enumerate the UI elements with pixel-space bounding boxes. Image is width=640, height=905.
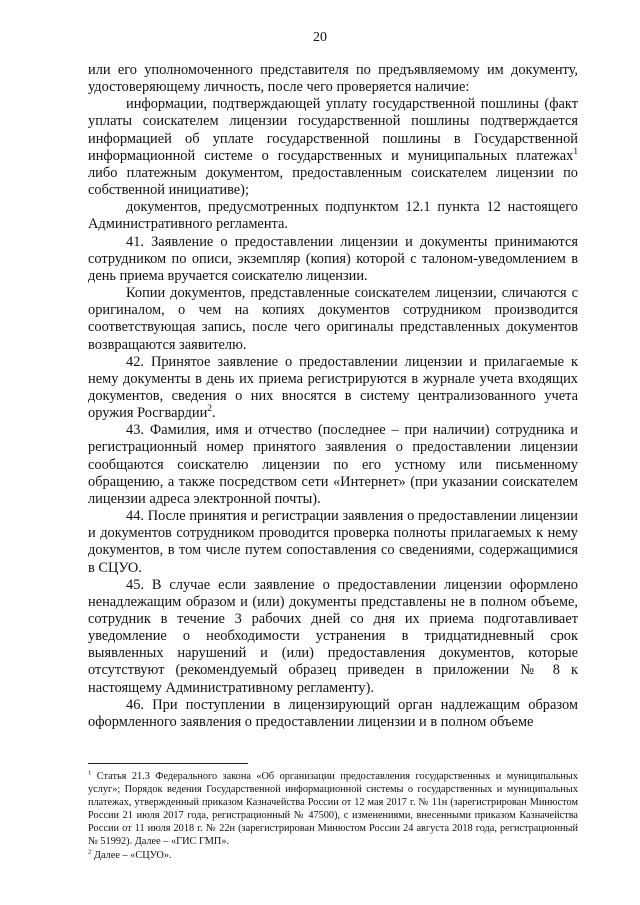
paragraph-42: [88, 354, 578, 423]
footnote-1-mark: 1: [88, 769, 92, 777]
paragraph-42-tail: .: [211, 405, 216, 422]
paragraph-45: 45. В случае если заявление о предоставлении лицензии оформлено ненадлежащим образом и (или) документы представлены не в полном объеме, сотрудник в течение 3 рабочих дней со дня их приема подготавливает уведомление о необходимости устранения в тридцатидневный срок выявленных нарушений и (или) предоставления документов, которые отсутствуют (рекомендуемый образец приведен в приложении № 8 к настоящему Административному регламенту).: [88, 576, 578, 696]
paragraph-43: 43. Фамилия, имя и отчество (последнее – при наличии) сотрудника и регистрационный номер принятого заявления о предоставлении лицензии сообщаются соискателю лицензии по его устному или письменному обращению, а также посредством сети «Интернет» (при указании соискателем лицензии адреса электронной почты).: [88, 422, 578, 507]
footnote-ref-2: 2: [207, 404, 212, 415]
document-body: [88, 62, 578, 731]
footnotes: [88, 770, 578, 862]
paragraph-46: 46. При поступлении в лицензирующий орган надлежащим образом оформленного заявления о предоставлении лицензии и в полном объеме: [88, 696, 578, 730]
paragraph-fee-info-text: информации, подтверждающей уплату государственной пошлины (факт уплаты соискателем лицензии государственной пошлины подтверждается информацией об уплате государственной пошлины в Государственной информационной системе о государственных и муниципальных платежах: [88, 96, 578, 164]
page-number: 20: [313, 30, 327, 45]
footnote-ref-1: 1: [573, 146, 578, 157]
footnote-2-text: Далее – «СЦУО».: [93, 849, 172, 861]
footnote-1-text: Статья 21.3 Федерального закона «Об организации предоставления государственных и муниципальных услуг»; Порядок ведения Государственной информационной системы о государственных и муниципальных платежах, утвержденный приказом Казначейства России от 12 мая 2017 г. № 11н (зарегистрирован Минюстом России 21 июля 2017 года, регистрационный № 47500), с изменениями, внесенными приказом Казначейства России от 11 июля 2018 г. № 22н (зарегистрирован Минюстом России 24 августа 2018 года, регистрационный № 51992). Далее – «ГИС ГМП».: [88, 771, 578, 848]
paragraph-continuation: или его уполномоченного представителя по предъявляемому им документу, удостоверяющему личность, после чего проверяется наличие:: [88, 62, 578, 96]
paragraph-44: 44. После принятия и регистрации заявления о предоставлении лицензии и документов сотрудником проводится проверка полноты прилагаемых к нему документов, в том числе путем сопоставления со сведениями, содержащимися в СЦУО.: [88, 508, 578, 576]
paragraph-documents: документов, предусмотренных подпунктом 12.1 пункта 12 настоящего Административного регламента.: [88, 199, 578, 233]
paragraph-fee-info: [88, 96, 578, 199]
footnote-separator: [88, 763, 248, 764]
footnote-2-mark: 2: [88, 848, 92, 856]
paragraph-42-text: 42. Принятое заявление о предоставлении лицензии и прилагаемые к нему документы в день их приема регистрируются в журнале учета входящих документов, сведения о них вносятся в систему централизованного учета оружия Росгвардии: [88, 353, 578, 422]
footnote-1: [88, 770, 578, 849]
paragraph-copies: Копии документов, представленные соискателем лицензии, сличаются с оригиналом, о чем на копиях документов сотрудником производится соответствующая запись, после чего оригиналы представленных документов возвращаются заявителю.: [88, 285, 578, 353]
paragraph-41: 41. Заявление о предоставлении лицензии и документы принимаются сотрудником по описи, экземпляр (копия) которой с талоном-уведомлением в день приема вручается соискателю лицензии.: [88, 233, 578, 284]
paragraph-fee-info-tail: либо платежным документом, предоставленным соискателем лицензии по собственной инициативе);: [88, 164, 578, 199]
footnote-2: [88, 849, 578, 862]
